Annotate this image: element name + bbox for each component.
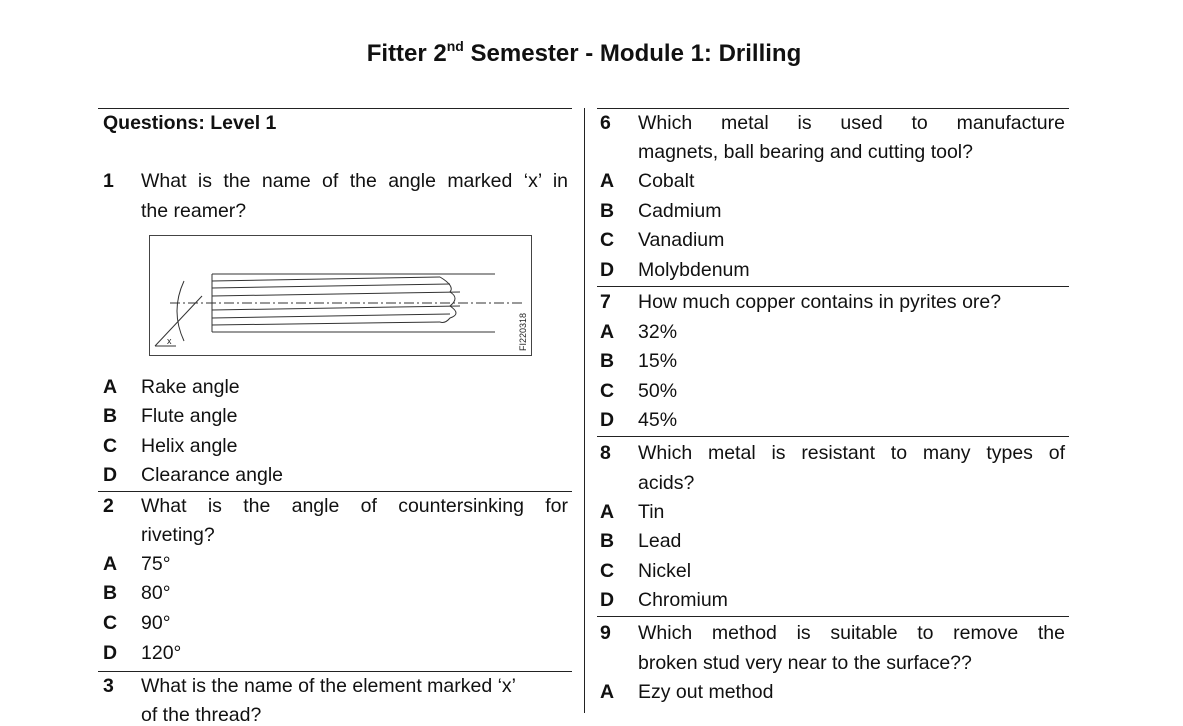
q1-option-c-letter: C xyxy=(103,435,118,457)
q8-option-c-letter: C xyxy=(600,560,615,582)
q9-option-a: Ezy out method xyxy=(638,681,774,703)
q6-option-d-letter: D xyxy=(600,259,615,281)
q8-option-a-letter: A xyxy=(600,501,615,523)
q6-option-a-letter: A xyxy=(600,170,615,192)
reamer-drawing xyxy=(150,236,531,355)
q7-option-b: 15% xyxy=(638,350,678,372)
q6-number: 6 xyxy=(600,112,611,134)
q2-line1: What is the angle of countersinking for xyxy=(141,495,568,517)
q3-line2: of the thread? xyxy=(141,704,262,726)
q7-line1: How much copper contains in pyrites ore? xyxy=(638,291,1002,313)
q8-option-d-letter: D xyxy=(600,589,615,611)
q9-number: 9 xyxy=(600,622,611,644)
q6-option-b-letter: B xyxy=(600,200,615,222)
q6-line2: magnets, ball bearing and cutting tool? xyxy=(638,141,973,163)
angle-marker-x: x xyxy=(167,336,172,346)
figure-code: FI220318 xyxy=(518,312,528,351)
q8-line1: Which metal is resistant to many types of xyxy=(638,442,1065,464)
title-suffix: Semester - Module 1: Drilling xyxy=(463,40,802,67)
q3-line1: What is the name of the element marked ‘x’ xyxy=(141,675,517,697)
q2-option-a: 75° xyxy=(141,553,171,575)
q2-option-c-letter: C xyxy=(103,612,118,634)
rule-q8-q9 xyxy=(597,616,1069,617)
q6-option-c: Vanadium xyxy=(638,229,725,251)
q7-number: 7 xyxy=(600,291,611,313)
q9-line2: broken stud very near to the surface?? xyxy=(638,652,972,674)
rule-q7-q8 xyxy=(597,436,1069,437)
reamer-figure xyxy=(149,235,532,356)
q2-option-b-letter: B xyxy=(103,582,118,604)
q1-option-d: Clearance angle xyxy=(141,464,284,486)
q6-option-c-letter: C xyxy=(600,229,615,251)
q8-option-b: Lead xyxy=(638,530,682,552)
q6-option-d: Molybdenum xyxy=(638,259,750,281)
column-divider xyxy=(584,108,585,713)
q1-option-b: Flute angle xyxy=(141,405,238,427)
q3-number: 3 xyxy=(103,675,114,697)
title-prefix: Fitter 2 xyxy=(366,40,447,67)
q6-line1: Which metal is used to manufacture xyxy=(638,112,1065,134)
top-rule-right xyxy=(597,108,1069,109)
q7-option-c: 50% xyxy=(638,380,678,402)
q1-number: 1 xyxy=(103,170,114,192)
rule-q2-q3 xyxy=(98,671,572,672)
q1-option-a-letter: A xyxy=(103,376,118,398)
q7-option-d: 45% xyxy=(638,409,678,431)
q2-line2: riveting? xyxy=(141,524,215,546)
q1-option-a: Rake angle xyxy=(141,376,240,398)
q1-option-c: Helix angle xyxy=(141,435,238,457)
q8-option-a: Tin xyxy=(638,501,665,523)
q2-option-d: 120° xyxy=(141,642,182,664)
q7-option-b-letter: B xyxy=(600,350,615,372)
rule-q6-q7 xyxy=(597,286,1069,287)
q7-option-c-letter: C xyxy=(600,380,615,402)
q9-line1: Which method is suitable to remove the xyxy=(638,622,1065,644)
q1-option-d-letter: D xyxy=(103,464,118,486)
q8-number: 8 xyxy=(600,442,611,464)
q2-option-c: 90° xyxy=(141,612,171,634)
q8-option-c: Nickel xyxy=(638,560,692,582)
q2-number: 2 xyxy=(103,495,114,517)
q1-line1: What is the name of the angle marked ‘x’ in xyxy=(141,170,568,192)
q7-option-a: 32% xyxy=(638,321,678,343)
q9-option-a-letter: A xyxy=(600,681,615,703)
q7-option-d-letter: D xyxy=(600,409,615,431)
q6-option-a: Cobalt xyxy=(638,170,695,192)
rule-q1-q2 xyxy=(98,491,572,492)
title-superscript: nd xyxy=(446,38,464,54)
angle-arc xyxy=(177,281,184,341)
page-title xyxy=(0,40,1168,68)
questions-heading: Questions: Level 1 xyxy=(103,112,277,134)
q6-option-b: Cadmium xyxy=(638,200,722,222)
q8-line2: acids? xyxy=(638,472,695,494)
q1-option-b-letter: B xyxy=(103,405,118,427)
q8-option-d: Chromium xyxy=(638,589,728,611)
q2-option-b: 80° xyxy=(141,582,171,604)
q2-option-a-letter: A xyxy=(103,553,118,575)
q7-option-a-letter: A xyxy=(600,321,615,343)
top-rule-left xyxy=(98,108,572,109)
q2-option-d-letter: D xyxy=(103,642,118,664)
q1-line2: the reamer? xyxy=(141,200,247,222)
q8-option-b-letter: B xyxy=(600,530,615,552)
